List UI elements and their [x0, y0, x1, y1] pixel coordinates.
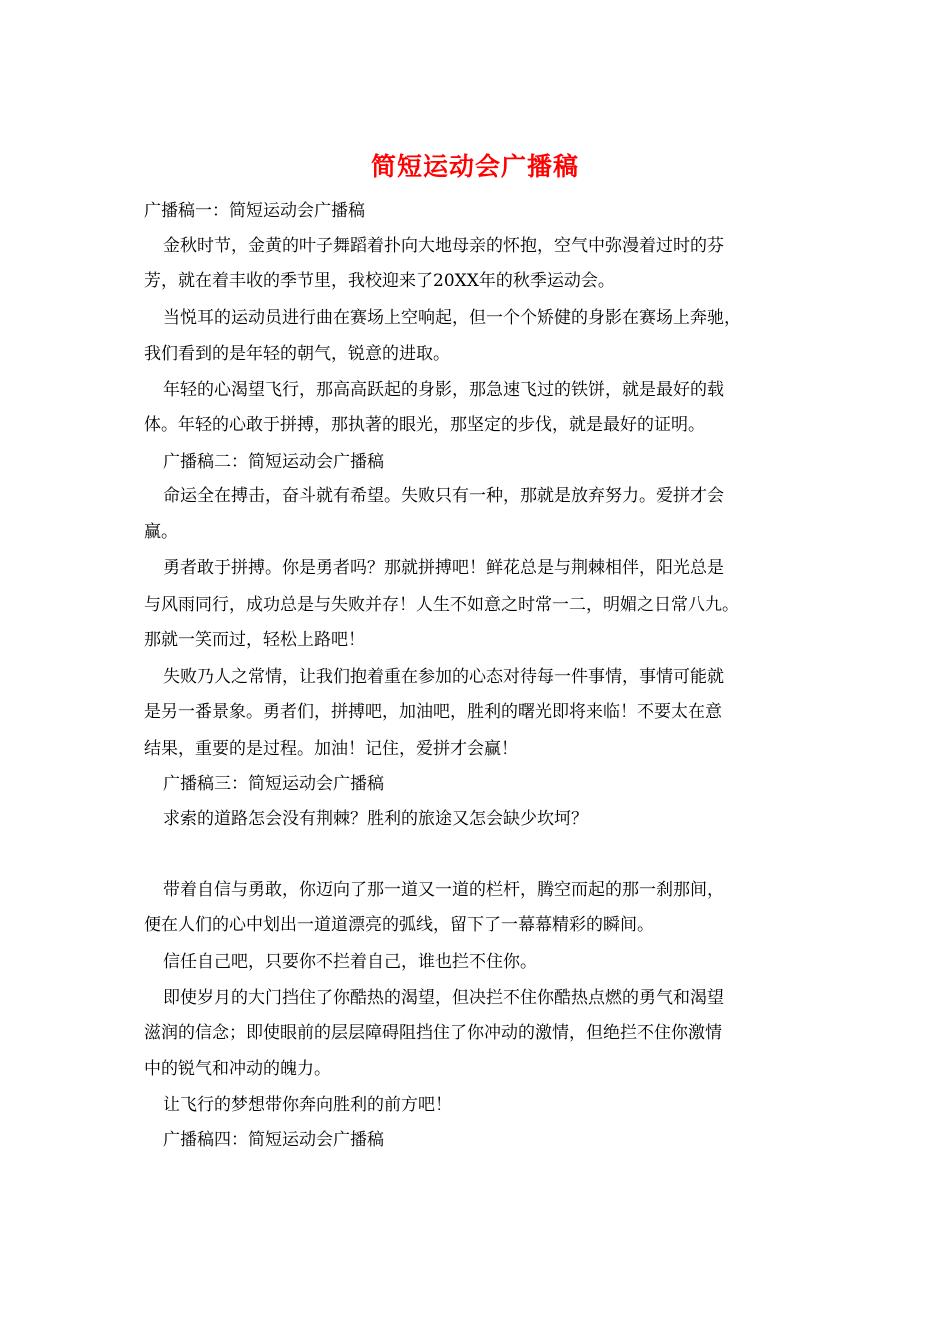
section-heading-3: 广播稿三：简短运动会广播稿	[163, 774, 384, 794]
paragraph-line: 那就一笑而过，轻松上路吧！	[144, 630, 365, 650]
paragraph-line: 便在人们的心中划出一道道漂亮的弧线，留下了一幕幕精彩的瞬间。	[144, 915, 654, 935]
paragraph-line: 滋润的信念；即使眼前的层层障碍阻挡住了你冲动的激情，但绝拦不住你激情	[144, 1023, 722, 1043]
paragraph-line: 年轻的心渴望飞行，那高高跃起的身影，那急速飞过的铁饼，就是最好的载	[163, 380, 724, 400]
paragraph-line: 当悦耳的运动员进行曲在赛场上空响起，但一个个矫健的身影在赛场上奔驰，	[163, 308, 741, 328]
paragraph-line: 结果，重要的是过程。加油！记住，爱拼才会赢！	[144, 739, 518, 759]
paragraph-line: 体。年轻的心敢于拼搏，那执著的眼光，那坚定的步伐，就是最好的证明。	[144, 415, 705, 435]
section-heading-2: 广播稿二：简短运动会广播稿	[163, 452, 384, 472]
paragraph-line: 求索的道路怎会没有荆棘？胜利的旅途又怎会缺少坎坷？	[163, 809, 588, 829]
document-title: 简短运动会广播稿	[370, 152, 579, 181]
paragraph-line: 金秋时节，金黄的叶子舞蹈着扑向大地母亲的怀抱，空气中弥漫着过时的芬	[163, 236, 724, 256]
paragraph-line: 赢。	[144, 522, 178, 542]
paragraph-line: 勇者敢于拼搏。你是勇者吗？那就拼搏吧！鲜花总是与荆棘相伴，阳光总是	[163, 558, 724, 578]
paragraph-line: 芳，就在着丰收的季节里，我校迎来了20XX年的秋季运动会。	[144, 271, 615, 291]
paragraph-line: 信任自己吧，只要你不拦着自己，谁也拦不住你。	[163, 952, 537, 972]
paragraph-line: 我们看到的是年轻的朝气，锐意的进取。	[144, 344, 450, 364]
paragraph-line: 命运全在搏击，奋斗就有希望。失败只有一种，那就是放弃努力。爱拼才会	[163, 486, 724, 506]
section-heading-4: 广播稿四：简短运动会广播稿	[163, 1130, 384, 1150]
paragraph-line: 即使岁月的大门挡住了你酷热的渴望，但决拦不住你酷热点燃的勇气和渴望	[163, 988, 724, 1008]
paragraph-line: 失败乃人之常情，让我们抱着重在参加的心态对待每一件事情，事情可能就	[163, 667, 724, 687]
paragraph-line: 是另一番景象。勇者们，拼搏吧，加油吧，胜利的曙光即将来临！不要太在意	[144, 702, 722, 722]
paragraph-line: 中的锐气和冲动的魄力。	[144, 1059, 331, 1079]
paragraph-line: 与风雨同行，成功总是与失败并存！人生不如意之时常一二，明媚之日常八九。	[144, 595, 739, 615]
section-heading-1: 广播稿一：简短运动会广播稿	[144, 201, 365, 221]
paragraph-line: 让飞行的梦想带你奔向胜利的前方吧！	[163, 1095, 452, 1115]
paragraph-line: 带着自信与勇敢，你迈向了那一道又一道的栏杆，腾空而起的那一刹那间，	[163, 880, 724, 900]
